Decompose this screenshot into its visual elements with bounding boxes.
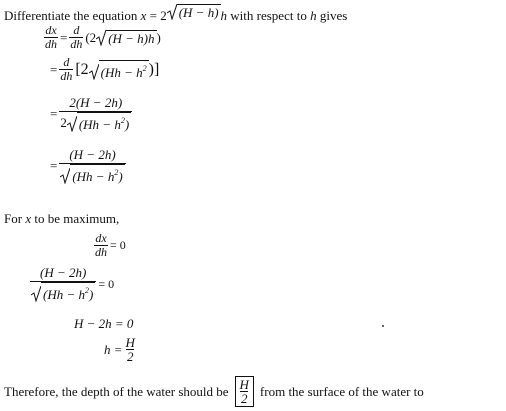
step4-sqrt-body: $(Hh - h^2)$	[70, 164, 124, 184]
h-frac-den: 2	[126, 349, 134, 364]
dh-label: dh	[70, 37, 83, 51]
max-line-4	[104, 336, 136, 363]
dx-dh-fraction	[94, 232, 108, 259]
eq-sign: =	[149, 8, 157, 23]
step4-eq: =	[50, 158, 58, 173]
step2-sqrt	[89, 60, 149, 80]
tail-h: h	[310, 8, 317, 23]
max-text-pre: For	[4, 211, 23, 226]
step1-sqrt	[96, 29, 156, 46]
step3-den-two: 2	[60, 114, 67, 130]
step4-sqrt	[60, 164, 124, 184]
d-label: d	[63, 55, 70, 69]
d-dh-fraction	[69, 24, 83, 51]
step3-numerator: 2(H − 2h)	[69, 95, 123, 110]
max-line-1	[94, 232, 126, 259]
eq-x: x	[140, 8, 147, 23]
step3-sqrt	[67, 112, 131, 132]
max-line-2	[30, 266, 114, 302]
step1-sqrt-body: (H − h)h	[108, 31, 155, 46]
max-line-3: H − 2h = 0	[74, 316, 134, 331]
radical-icon	[96, 29, 106, 46]
answer-den: 2	[240, 391, 248, 406]
step3-eq: =	[50, 106, 58, 121]
step2-inner: (Hh − h	[100, 64, 143, 80]
exponent-2: 2	[114, 168, 119, 177]
max-sqrt-body: $(Hh - h^2)$	[41, 282, 95, 302]
dh-label: dh	[45, 37, 57, 51]
step-2	[50, 56, 159, 83]
radical-icon	[31, 285, 41, 302]
radical-icon	[60, 167, 70, 184]
max-text-post: to be maximum,	[34, 211, 120, 226]
step-4	[50, 148, 126, 184]
step3-fraction	[59, 96, 132, 132]
conclusion-post: from the surface of the water to	[259, 383, 424, 399]
radical-icon	[89, 63, 99, 80]
intro-tail-end: gives	[319, 8, 348, 23]
step3-sqrt-body: $(Hh - h^2)$	[77, 112, 131, 132]
step1-eq: =	[60, 29, 68, 45]
exponent-2: 2	[142, 63, 147, 73]
step2-sqrt-body	[99, 60, 149, 80]
answer-fraction	[239, 378, 250, 405]
dh-label: dh	[95, 245, 107, 259]
eq-two: 2	[160, 8, 167, 23]
step3-den-inner: (Hh − h	[78, 117, 121, 132]
step2-close: )]	[148, 60, 160, 78]
intro-sqrt	[167, 3, 221, 20]
dx-dh-fraction	[44, 24, 58, 51]
max-zero-1: = 0	[110, 238, 126, 252]
exponent-2: 2	[85, 286, 89, 295]
step3-denominator	[59, 111, 132, 132]
h-lhs: h =	[104, 341, 123, 357]
intro-sqrt-body: (H − h)	[178, 5, 219, 20]
max-denominator	[30, 281, 96, 302]
max-fraction	[30, 266, 96, 302]
h-fraction	[125, 336, 136, 363]
dx-label: dx	[45, 23, 57, 37]
step-1	[44, 24, 161, 51]
max-den-inner: (Hh − h	[43, 287, 85, 302]
h-frac-num: H	[125, 335, 135, 350]
step4-denominator	[59, 163, 125, 184]
intro-line	[4, 3, 347, 24]
conclusion-line	[4, 376, 424, 407]
max-numerator: (H − 2h)	[40, 265, 87, 280]
d-label: d	[73, 23, 80, 37]
step2-eq: =	[50, 61, 58, 77]
eq-h: h	[220, 8, 228, 23]
max-zero-2: = 0	[98, 276, 115, 291]
dh-label: dh	[60, 69, 73, 83]
step1-close: )	[156, 29, 161, 45]
max-text-x: x	[25, 211, 32, 226]
step2-open: [2	[75, 60, 89, 78]
radical-icon	[67, 115, 77, 132]
stray-dot	[382, 325, 384, 327]
step-3	[50, 96, 132, 132]
step4-numerator: (H − 2h)	[69, 147, 116, 162]
intro-text: Differentiate the equation	[4, 8, 138, 23]
answer-num: H	[239, 377, 249, 392]
step1-open: (2	[85, 29, 97, 45]
maximum-heading	[4, 211, 119, 227]
step4-fraction	[59, 148, 125, 184]
conclusion-pre: Therefore, the depth of the water should be	[4, 383, 229, 399]
step4-den-inner: (Hh − h	[72, 169, 115, 184]
answer-box	[235, 376, 254, 407]
radical-icon	[167, 3, 177, 20]
exponent-2: 2	[120, 116, 125, 125]
max-sqrt	[31, 282, 95, 302]
dx-label: dx	[95, 231, 107, 245]
d-dh-fraction	[59, 56, 73, 83]
intro-tail: with respect to	[230, 8, 307, 23]
